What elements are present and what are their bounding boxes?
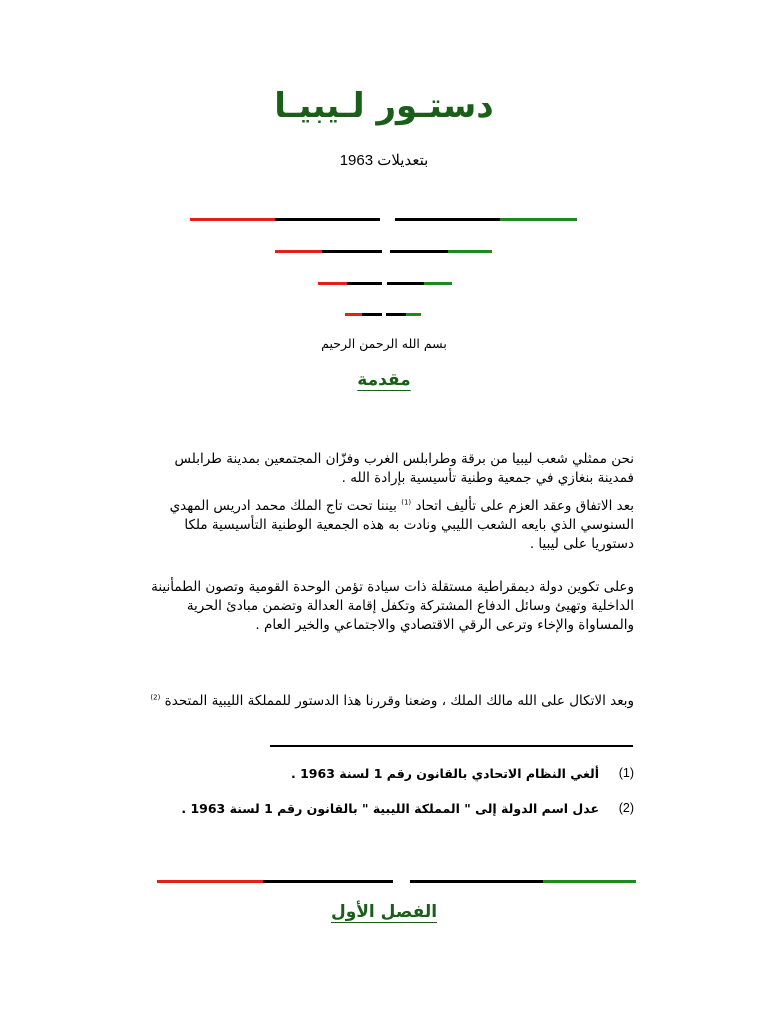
divider-red-segment — [157, 880, 263, 883]
divider-black-segment — [386, 313, 406, 316]
divider-green-segment — [500, 218, 577, 221]
divider-black-segment — [347, 282, 382, 285]
footnote-number: (1) — [618, 766, 634, 780]
divider-green-segment — [543, 880, 636, 883]
document-subtitle: بتعديلات 1963 — [339, 152, 429, 169]
divider-black-segment — [387, 282, 424, 285]
footnote-number: (2) — [618, 801, 634, 815]
divider-red-segment — [190, 218, 275, 221]
divider-green-segment — [448, 250, 492, 253]
divider-red-segment — [318, 282, 347, 285]
footnote — [150, 766, 634, 781]
divider-green-segment — [406, 313, 421, 316]
divider-black-segment — [322, 250, 382, 253]
divider-red-segment — [345, 313, 362, 316]
divider-black-segment — [275, 218, 380, 221]
footnote-marker[interactable]: (2) — [150, 693, 161, 702]
basmala: بسم الله الرحمن الرحيم — [321, 336, 447, 351]
intro-heading: مقدمة — [357, 370, 411, 390]
footnote-text: ألغي النظام الاتحادي بالقانون رقم 1 لسنة 1963 . — [291, 766, 599, 781]
paragraph — [150, 497, 634, 554]
divider-black-segment — [263, 880, 393, 883]
divider-black-segment — [410, 880, 543, 883]
footnote — [150, 801, 634, 816]
footnote-text: عدل اسم الدولة إلى " المملكة الليبية " بالقانون رقم 1 لسنة 1963 . — [181, 801, 599, 816]
paragraph: وعلى تكوين دولة ديمقراطية مستقلة ذات سيادة تؤمن الوحدة القومية وتصون الطمأنينة الداخلية وتهيئ وسائل الدفاع المشتركة وتكفل إقامة العدالة وتضمن مبادئ الحرية والمساواة والإخاء وترعى الرقي الاقتصادي والاجتماعي والخير العام . — [151, 579, 634, 633]
paragraph-text: بعد الاتفاق وعقد العزم على تأليف اتحاد — [415, 498, 634, 514]
paragraph-text: وبعد الاتكال على الله مالك الملك ، وضعنا وقررنا هذا الدستور للمملكة الليبية المتحدة — [164, 693, 634, 709]
document-title: دستـور لـيبيـا — [274, 86, 494, 126]
paragraph: نحن ممثلي شعب ليبيا من برقة وطرابلس الغرب وفزّان المجتمعين بمدينة طرابلس فمدينة بنغازي في جمعية وطنية تأسيسية بإرادة الله . — [174, 451, 634, 486]
divider-black-segment — [362, 313, 382, 316]
footnote-marker[interactable]: (1) — [401, 498, 412, 507]
chapter-heading: الفصل الأول — [330, 902, 438, 922]
divider-black-segment — [395, 218, 500, 221]
divider-red-segment — [275, 250, 322, 253]
divider-green-segment — [424, 282, 452, 285]
footnote-separator — [270, 745, 633, 747]
paragraph — [150, 692, 634, 711]
divider-black-segment — [390, 250, 448, 253]
paragraph-text: بيننا تحت تاج الملك محمد ادريس المهدي السنوسي الذي بايعه الشعب الليبي ونادت به هذه الجمعية الوطنية التأسيسية ملكا دستوريا على ليبيا . — [169, 498, 634, 552]
